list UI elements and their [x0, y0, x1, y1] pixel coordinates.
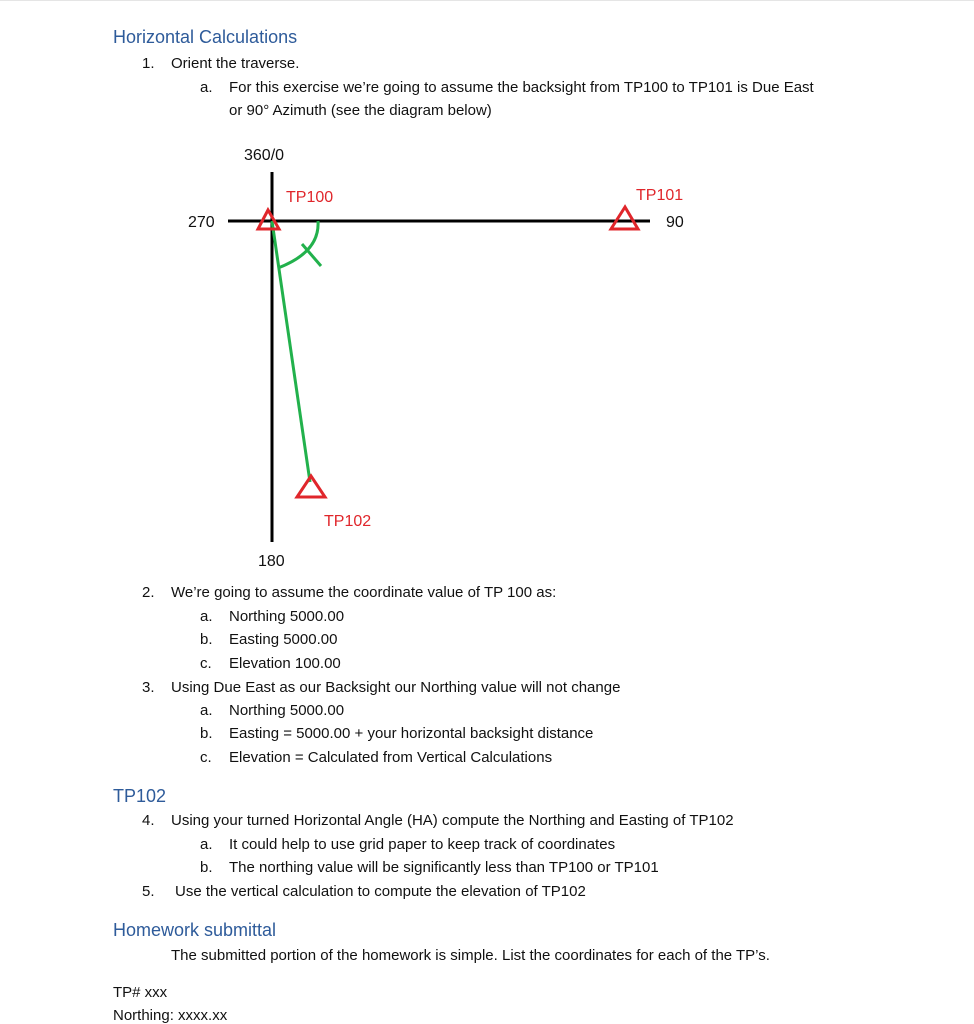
list-item-text: Elevation 100.00	[229, 655, 341, 672]
list-letter: b.	[200, 859, 213, 876]
list-item-text: Use the vertical calculation to compute the elevation of TP102	[175, 883, 586, 900]
list-item-text: Orient the traverse.	[171, 55, 300, 72]
list-letter: a.	[200, 608, 213, 625]
list-item-text: The northing value will be significantly less than TP100 or TP101	[229, 859, 659, 876]
tp-line: TP# xxx	[113, 984, 168, 1001]
list-item-text: Easting 5000.00	[229, 631, 338, 648]
list-item-text: Using your turned Horizontal Angle (HA) compute the Northing and Easting of TP102	[171, 812, 734, 829]
list-item-text: We’re going to assume the coordinate value of TP 100 as:	[171, 584, 557, 601]
list-item-text: For this exercise we’re going to assume the backsight from TP100 to TP101 is Due East	[229, 79, 814, 96]
heading-tp102: TP102	[113, 786, 167, 806]
angle-line-tp102	[272, 221, 310, 482]
tp102-label: TP102	[324, 513, 372, 530]
page-top-border	[0, 0, 974, 1]
list-item-text: Northing 5000.00	[229, 702, 345, 719]
east-label: 90	[666, 214, 684, 231]
list-number: 2.	[142, 584, 155, 601]
list-letter: c.	[200, 749, 212, 766]
list-item-text: or 90° Azimuth (see the diagram below)	[229, 102, 492, 119]
heading-homework-submittal: Homework submittal	[113, 920, 277, 940]
south-label: 180	[258, 553, 285, 570]
traverse-diagram	[170, 140, 710, 584]
list-letter: b.	[200, 725, 213, 742]
angle-arc	[278, 221, 318, 268]
list-letter: b.	[200, 631, 213, 648]
northing-line: Northing: xxxx.xx	[113, 1007, 228, 1024]
tp100-label: TP100	[286, 189, 334, 206]
list-number: 1.	[142, 55, 155, 72]
west-label: 270	[188, 214, 215, 231]
list-letter: a.	[200, 702, 213, 719]
tp101-label: TP101	[636, 187, 684, 204]
list-letter: a.	[200, 79, 213, 96]
list-letter: c.	[200, 655, 212, 672]
homework-text: The submitted portion of the homework is simple. List the coordinates for each of the TP’s.	[171, 947, 770, 964]
list-item-text: It could help to use grid paper to keep track of coordinates	[229, 836, 616, 853]
list-item-text: Using Due East as our Backsight our Northing value will not change	[171, 679, 621, 696]
list-item-text: Easting = 5000.00 + your horizontal backsight distance	[229, 725, 594, 742]
list-number: 3.	[142, 679, 155, 696]
list-item-text: Northing 5000.00	[229, 608, 345, 625]
list-letter: a.	[200, 836, 213, 853]
north-label: 360/0	[244, 147, 285, 164]
list-number: 5.	[142, 883, 155, 900]
tp101-marker	[611, 207, 638, 229]
list-item-text: Elevation = Calculated from Vertical Calculations	[229, 749, 553, 766]
list-number: 4.	[142, 812, 155, 829]
heading-horizontal-calculations: Horizontal Calculations	[113, 27, 298, 47]
